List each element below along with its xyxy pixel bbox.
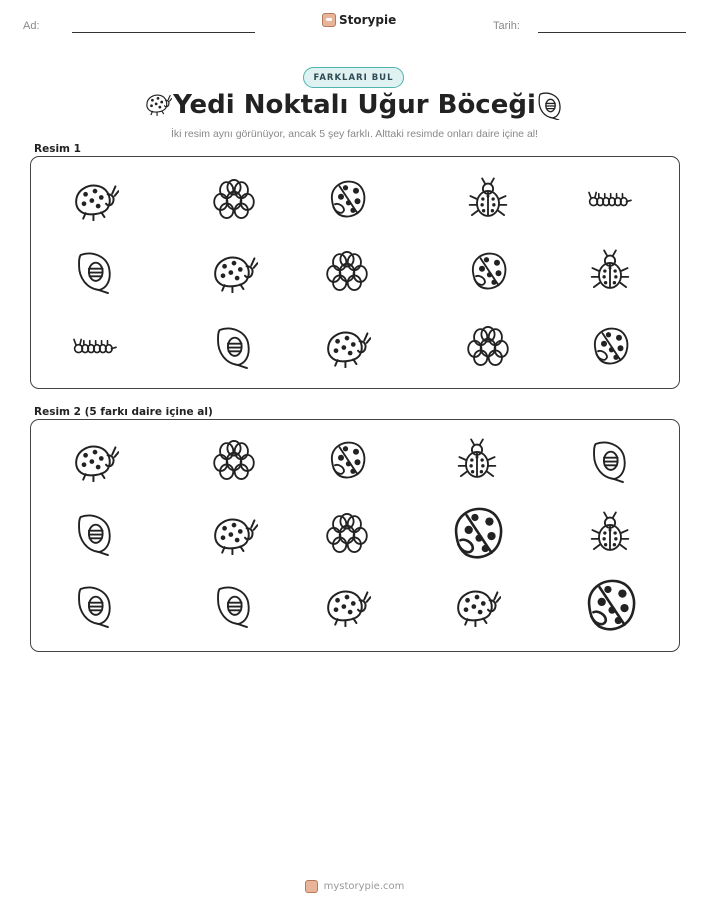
category-badge: FARKLARI BUL — [303, 67, 404, 88]
ladybug-top-large-icon[interactable] — [448, 502, 506, 564]
footer — [0, 880, 709, 893]
leaf-icon[interactable] — [591, 437, 629, 483]
name-line[interactable] — [72, 32, 255, 33]
ladybug-front-icon — [467, 177, 509, 221]
ladybug-top-icon — [467, 249, 509, 293]
page-title: Yedi Noktalı Uğur Böceği — [173, 90, 536, 120]
egg-cluster-icon[interactable] — [325, 512, 369, 554]
egg-cluster-icon — [466, 325, 510, 367]
leaf-icon — [537, 90, 563, 120]
name-label: Ad: — [23, 20, 40, 32]
storypie-logo-icon — [305, 880, 318, 893]
egg-cluster-icon — [212, 178, 256, 220]
ladybug-side-icon — [323, 324, 371, 368]
ladybug-side-icon — [71, 177, 119, 221]
caterpillar-icon — [72, 332, 118, 360]
egg-cluster-icon[interactable] — [212, 439, 256, 481]
ladybug-side-icon[interactable] — [453, 583, 501, 627]
ladybug-top-large-icon[interactable] — [581, 574, 639, 636]
ladybug-top-icon[interactable] — [326, 438, 368, 482]
footer-site: mystorypie.com — [323, 881, 405, 892]
leaf-icon[interactable] — [215, 582, 253, 628]
ladybug-side-icon — [210, 249, 258, 293]
leaf-icon[interactable] — [76, 510, 114, 556]
storypie-logo-icon — [322, 13, 336, 27]
caterpillar-icon — [587, 185, 633, 213]
ladybug-top-icon — [326, 177, 368, 221]
picture1-label: Resim 1 — [34, 143, 81, 155]
picture2-panel[interactable] — [30, 419, 680, 652]
ladybug-side-icon[interactable] — [210, 511, 258, 555]
ladybug-side-icon[interactable] — [71, 438, 119, 482]
ladybug-side-icon[interactable] — [323, 583, 371, 627]
leaf-icon[interactable] — [76, 582, 114, 628]
date-line[interactable] — [538, 32, 686, 33]
picture1-panel — [30, 156, 680, 389]
ladybug-front-icon[interactable] — [589, 511, 631, 555]
ladybug-front-icon — [589, 249, 631, 293]
instructions: İki resim aynı görünüyor, ancak 5 şey farklı. Alttaki resimde onları daire içine al! — [170, 128, 539, 140]
ladybug-front-icon[interactable] — [456, 438, 498, 482]
picture2-label: Resim 2 (5 farkı daire içine al) — [34, 406, 213, 418]
egg-cluster-icon — [325, 250, 369, 292]
ladybug-top-icon — [589, 324, 631, 368]
leaf-icon — [76, 248, 114, 294]
brand-name: Storypie — [339, 13, 397, 27]
brand-logo — [322, 13, 396, 27]
date-label: Tarih: — [493, 20, 520, 32]
leaf-icon — [215, 323, 253, 369]
